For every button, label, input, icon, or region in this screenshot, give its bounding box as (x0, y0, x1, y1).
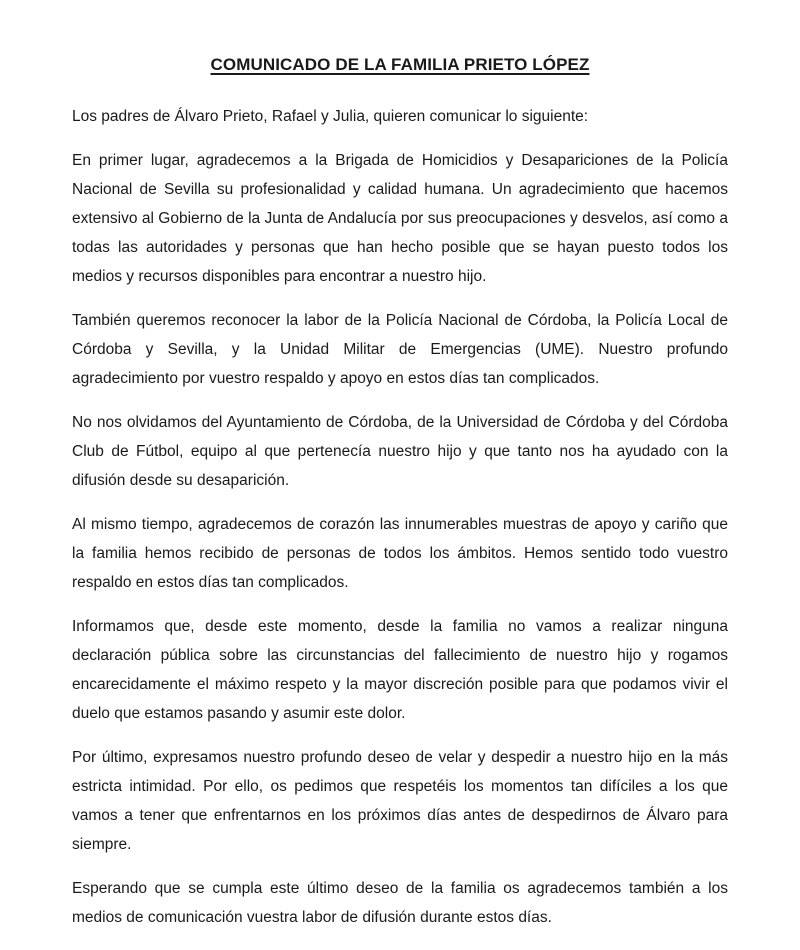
paragraph: No nos olvidamos del Ayuntamiento de Córdoba, de la Universidad de Córdoba y del Córdoba Club de Fútbol, equipo al que pertenecía nuestro hijo y que tanto nos ha ayudado con la difusión desde su desaparición. (72, 414, 728, 489)
paragraph: Al mismo tiempo, agradecemos de corazón las innumerables muestras de apoyo y cariño que la familia hemos recibido de personas de todos los ámbitos. Hemos sentido todo vuestro respaldo en estos días tan complicados. (72, 516, 728, 591)
paragraph-intro: Los padres de Álvaro Prieto, Rafael y Julia, quieren comunicar lo siguiente: (72, 108, 589, 125)
document-body (72, 102, 728, 932)
paragraph: Esperando que se cumpla este último deseo de la familia os agradecemos también a los medios de comunicación vuestra labor de difusión durante estos días. (72, 880, 728, 926)
document-title: COMUNICADO DE LA FAMILIA PRIETO LÓPEZ (210, 55, 590, 74)
paragraph: En primer lugar, agradecemos a la Brigada de Homicidios y Desapariciones de la Policía Nacional de Sevilla su profesionalidad y calidad humana. Un agradecimiento que hacemos extensivo al Gobierno de la Junta de Andalucía por sus preocupaciones y desvelos, así como a todas las autoridades y personas que han hecho posible que se hayan puesto todos los medios y recursos disponibles para encontrar a nuestro hijo. (72, 152, 728, 285)
paragraph: Informamos que, desde este momento, desde la familia no vamos a realizar ninguna declaración pública sobre las circunstancias del fallecimiento de nuestro hijo y rogamos encarecidamente el máximo respeto y la mayor discreción posible para que podamos vivir el duelo que estamos pasando y asumir este dolor. (72, 618, 728, 722)
paragraph: También queremos reconocer la labor de la Policía Nacional de Córdoba, la Policía Local de Córdoba y Sevilla, y la Unidad Militar de Emergencias (UME). Nuestro profundo agradecimiento por vuestro respaldo y apoyo en estos días tan complicados. (72, 312, 728, 387)
paragraph: Por último, expresamos nuestro profundo deseo de velar y despedir a nuestro hijo en la más estricta intimidad. Por ello, os pedimos que respetéis los momentos tan difíciles a los que vamos a tener que enfrentarnos en los próximos días antes de despedirnos de Álvaro para siempre. (72, 749, 728, 853)
